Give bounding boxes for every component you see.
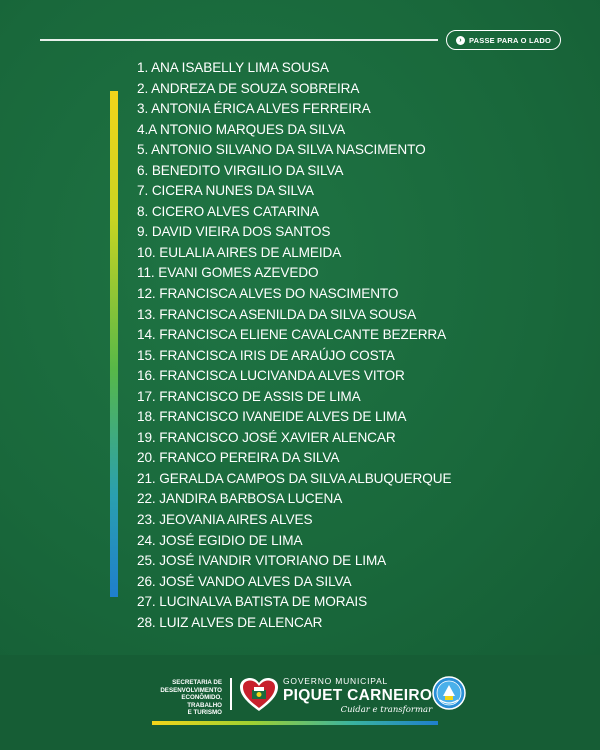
footer-gradient-bar (152, 721, 438, 725)
name-list-item: 28. LUIZ ALVES DE ALENCAR (137, 614, 323, 630)
name-list-item: 22. JANDIRA BARBOSA LUCENA (137, 491, 343, 507)
top-divider-line (40, 39, 438, 41)
swipe-next-button[interactable] (446, 30, 561, 50)
gradient-accent-bar (110, 91, 118, 597)
name-list-item: 17. FRANCISCO DE ASSIS DE LIMA (137, 388, 361, 404)
name-list-item: 27. LUCINALVA BATISTA DE MORAIS (137, 594, 368, 610)
name-list-item: 25. JOSÉ IVANDIR VITORIANO DE LIMA (137, 553, 387, 569)
name-list-item: 26. JOSÉ VANDO ALVES DA SILVA (137, 573, 352, 589)
city-name: PIQUET CARNEIRO (283, 687, 433, 704)
government-brand (283, 676, 432, 715)
name-list-item: 20. FRANCO PEREIRA DA SILVA (137, 450, 340, 466)
name-list-item: 14. FRANCISCA ELIENE CAVALCANTE BEZERRA (137, 327, 447, 343)
slogan: Cuidar e transformar (340, 705, 433, 715)
name-list-item: 1. ANA ISABELLY LIMA SOUSA (137, 60, 329, 75)
name-list-item: 10. EULALIA AIRES DE ALMEIDA (137, 244, 342, 260)
swipe-label: PASSE PARA O LADO (468, 35, 552, 45)
name-list-item: 4.A NTONIO MARQUES DA SILVA (137, 121, 346, 137)
name-list-item: 2. ANDREZA DE SOUZA SOBREIRA (137, 80, 360, 96)
names-list (137, 58, 451, 633)
gov-label: GOVERNO MUNICIPAL (283, 676, 389, 686)
name-list-item: 23. JEOVANIA AIRES ALVES (137, 512, 313, 528)
footer-divider (230, 678, 232, 710)
name-list-item: 16. FRANCISCA LUCIVANDA ALVES VITOR (137, 368, 405, 384)
name-list-item: 21. GERALDA CAMPOS DA SILVA ALBUQUERQUE (137, 470, 452, 486)
name-list-item: 11. EVANI GOMES AZEVEDO (137, 265, 319, 281)
secretaria-line: ECONÔMIDO, TRABALHO (181, 694, 222, 709)
name-list-item: 5. ANTONIO SILVANO DA SILVA NASCIMENTO (137, 142, 426, 158)
name-list-item: 6. BENEDITO VIRGILIO DA SILVA (137, 162, 344, 178)
name-list-item: 9. DAVID VIEIRA DOS SANTOS (137, 224, 331, 240)
name-list-item: 12. FRANCISCA ALVES DO NASCIMENTO (137, 286, 399, 302)
name-list-item: 18. FRANCISCO IVANEIDE ALVES DE LIMA (137, 409, 407, 425)
name-list-item: 13. FRANCISCA ASENILDA DA SILVA SOUSA (137, 306, 417, 322)
name-list-item: 7. CICERA NUNES DA SILVA (137, 183, 314, 199)
name-list-item: 24. JOSÉ EGIDIO DE LIMA (137, 532, 303, 548)
secretaria-line: E TURISMO (187, 709, 222, 717)
secretaria-label (150, 679, 222, 717)
secretaria-line: DESENVOLVIMENTO (160, 686, 222, 694)
name-list-item: 19. FRANCISCO JOSÉ XAVIER ALENCAR (137, 429, 396, 445)
secretaria-line: SECRETARIA DE (172, 679, 222, 686)
arrow-right-circle-icon: › (456, 36, 465, 45)
name-list-item: 8. CICERO ALVES CATARINA (137, 203, 319, 219)
heart-logo-icon (239, 677, 279, 713)
municipal-seal-icon (432, 676, 466, 710)
name-list-item: 15. FRANCISCA IRIS DE ARAÚJO COSTA (137, 347, 395, 363)
name-list-item: 3. ANTONIA ÉRICA ALVES FERREIRA (137, 101, 371, 117)
